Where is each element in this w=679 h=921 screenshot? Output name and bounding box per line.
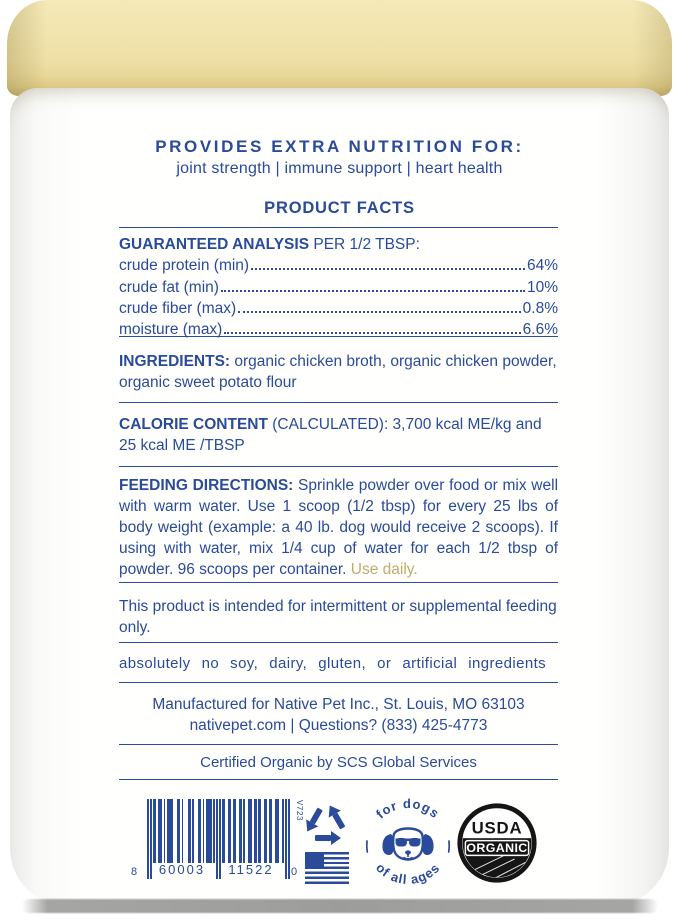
ingredients-heading: INGREDIENTS: xyxy=(119,353,231,370)
barcode xyxy=(115,799,310,889)
contact-line: nativepet.com | Questions? (833) 425-4773 xyxy=(189,717,488,734)
analysis-value: 0.8% xyxy=(522,299,558,317)
heading-rest: PER 1/2 TBSP: xyxy=(309,236,420,253)
dog-face-icon xyxy=(360,794,456,898)
product-facts-title: PRODUCT FACTS xyxy=(264,199,415,217)
badge-top-text: for dogs xyxy=(372,795,443,822)
usda-organic-seal xyxy=(457,803,537,883)
section-divider xyxy=(119,744,558,745)
barcode-right-digit: 0 xyxy=(291,866,298,878)
heading-bold: GUARANTEED ANALYSIS xyxy=(119,236,310,253)
feeding-text: Sprinkle powder over food or mix well with warm water. Use 1 scoop (1/2 tbsp) for every 25 lbs of body weight (example: a 40 lb. dog would receive 2 scoops). If using with water, mix 1/4 cup of water for each 1/2 tbsp of powder. 96 scoops per container. xyxy=(119,477,559,578)
svg-text:for dogs xyxy=(373,796,443,822)
no-bad-ingredients-line: absolutely no soy, dairy, gluten, or artificial ingredients xyxy=(119,655,547,672)
section-divider xyxy=(119,682,558,683)
calorie-section xyxy=(119,414,558,457)
barcode-side-code: V723 xyxy=(295,800,304,822)
dot-leader xyxy=(221,290,525,292)
ingredients-section xyxy=(119,351,558,394)
us-flag-icon xyxy=(305,852,349,886)
guaranteed-analysis-heading xyxy=(119,234,558,255)
certified-organic-line: Certified Organic by SCS Global Services xyxy=(200,754,477,771)
section-divider xyxy=(119,402,558,403)
badge-dash-right xyxy=(449,841,450,852)
intermittent-notice: This product is intended for intermittent or supplemental feeding only. xyxy=(119,598,557,636)
benefits-line: joint strength | immune support | heart health xyxy=(176,160,503,177)
feeding-directions-section xyxy=(119,475,558,580)
analysis-value: 64% xyxy=(526,257,558,275)
calorie-heading: CALORIE CONTENT xyxy=(119,416,268,433)
analysis-label: crude fiber (max) xyxy=(119,299,237,317)
organic-text: ORGANIC xyxy=(466,841,528,856)
feeding-heading: FEEDING DIRECTIONS: xyxy=(119,477,294,494)
barcode-digits-group1: 60003 xyxy=(158,862,206,877)
svg-text:of all ages xyxy=(373,860,443,887)
analysis-label: crude protein (min) xyxy=(119,257,250,275)
ingredients-text: organic chicken broth, organic chicken powder, organic sweet potato flour xyxy=(119,353,557,392)
section-divider xyxy=(119,642,558,643)
use-daily-highlight: Use daily. xyxy=(350,561,418,578)
manufacturer-block xyxy=(119,694,558,736)
dog-face xyxy=(382,829,433,860)
guaranteed-analysis-section xyxy=(119,234,558,340)
section-divider xyxy=(119,336,558,337)
dot-leader xyxy=(224,332,520,334)
analysis-label: moisture (max) xyxy=(119,321,223,339)
analysis-label: crude fat (min) xyxy=(119,278,219,296)
dot-leader xyxy=(238,311,521,313)
analysis-row xyxy=(119,255,558,276)
barcode-left-digit: 8 xyxy=(131,866,138,878)
analysis-value: 6.6% xyxy=(522,321,558,339)
recycle-icon xyxy=(302,796,350,846)
provides-title: PROVIDES EXTRA NUTRITION FOR: xyxy=(155,137,524,156)
dot-leader xyxy=(251,268,525,270)
badge-dash-left xyxy=(367,841,368,852)
analysis-row xyxy=(119,298,558,319)
analysis-row xyxy=(119,319,558,340)
analysis-value: 10% xyxy=(526,278,558,296)
analysis-row xyxy=(119,277,558,298)
badge-bottom-text: of all ages xyxy=(373,860,443,888)
section-divider xyxy=(119,582,558,583)
calorie-text: (CALCULATED): 3,700 kcal ME/kg and 25 kcal ME /TBSP xyxy=(119,416,542,455)
usda-text: USDA xyxy=(471,818,523,838)
section-divider xyxy=(119,466,558,467)
section-divider xyxy=(119,779,558,780)
manufactured-line: Manufactured for Native Pet Inc., St. Louis, MO 63103 xyxy=(152,696,525,713)
section-divider xyxy=(119,227,558,228)
barcode-digits-group2: 11522 xyxy=(228,862,274,877)
